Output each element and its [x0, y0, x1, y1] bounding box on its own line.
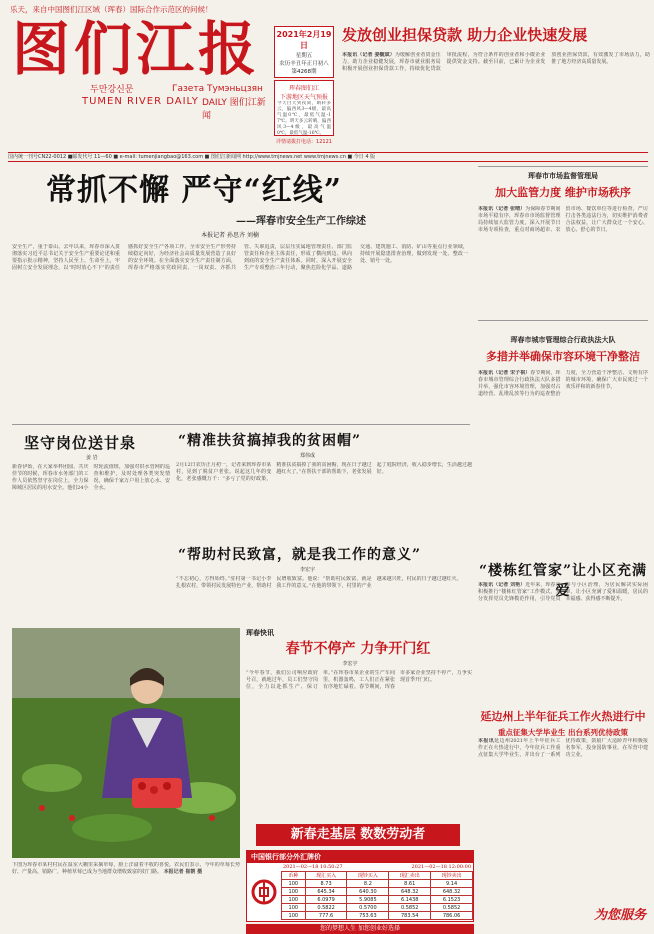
top-right-headline: 发放创业担保贷款 助力企业快速发展	[342, 26, 588, 44]
boc-dates	[281, 863, 473, 871]
story-b-headline: “精准扶贫搞掉我的贫困帽”	[178, 433, 362, 449]
boc-col-header: 现钞卖出	[431, 872, 473, 880]
info-bar	[8, 152, 648, 162]
weather-subtitle: 下游地区天气预报	[279, 94, 328, 101]
weather-tips: 详情请拨打电话：12121	[276, 139, 332, 145]
masthead-title: 图们江报	[12, 15, 261, 83]
boc-table-cell: 0.5822	[305, 904, 347, 912]
urban-byline: 本报讯（记者 宋子祺）	[478, 370, 531, 376]
boc-table-cell: 648.32	[389, 888, 431, 896]
weather-title: 珲春图们江	[288, 85, 319, 92]
urban-section-title: 珲春市城市管理综合行政执法大队	[510, 335, 616, 344]
photo-credit: 本报记者 崔朝 摄	[163, 869, 203, 875]
ad-banner: 您的梦想人生 加您创业好选择	[246, 924, 474, 934]
lead-subhead: ——珲春市安全生产工作综述	[236, 216, 366, 227]
top-right-body	[342, 52, 650, 148]
date-box	[274, 26, 334, 78]
urban-text: 春节期间，珲春市城市管理综合行政执法大队多措并举，强化市容环境管理，加强对占道经营、乱堆乱放等行为的巡查整治力度，全力营造干净整洁、文明有序的城市环境，确保广大市民度过一个欢乐祥和的新春佳节。	[478, 370, 648, 397]
top-slogan: 乐天，来自中国图们江区域（珲春）国际合作示范区的问候！	[10, 5, 213, 14]
photo-caption-text: 下图为珲春市某村村民在温室大棚里采摘草莓，脸上洋溢着丰收的喜悦。农民们表示，今年的草莓长势好、产量高、销路广，种植草莓已成为当地群众增收致富的好门路。	[12, 862, 240, 875]
masthead-sub: DAILY 图们江新闻	[202, 98, 266, 121]
story-a-byline: 姜 岩	[86, 455, 98, 461]
boc-table-cell: 6.1523	[431, 896, 473, 904]
weather-text: 今天白天到夜间，晴转多云，偏西风3—4级，最高气温0℃，最低气温-17℃。明天多云转晴，偏西风3—4级，最高气温0℃，最低气温-16℃。	[277, 101, 331, 135]
boc-table-cell: 100	[282, 904, 306, 912]
story-d-header	[246, 628, 470, 656]
weekday: 星期五	[295, 53, 313, 59]
boc-table-cell: 0.5700	[347, 904, 389, 912]
lead-body: 安全生产，重于泰山。去年以来，珲春市深入贯彻落实习近平总书记关于安全生产重要论述和重要指示批示精神，坚持人民至上、生命至上，牢固树立安全发展理念，以“时时放心不下”的责任感抓好安全生产各项工作，全市安全生产形势持续稳定向好，为经济社会高质量发展营造了良好的安全环境。在全面落实安全生产责任制方面，珲春市严格落实党政同责、一岗双责、齐抓共管、失职追责，层层压实属地管理责任、部门监管责任和企业主体责任，形成了横向到边、纵向到底的安全生产责任体系。同时，深入开展安全生产专项整治三年行动，聚焦危险化学品、道路交通、建筑施工、消防、矿山等重点行业领域，持续开展隐患排查治理，做到发现一处、整改一处、销号一处。	[12, 244, 468, 271]
story-b-body: 2月12日农历正月初一，记者来到珲春市某村，见到了脱贫户老张。说起这几年的变化，老张感慨万千：“多亏了党的好政策，精准扶贫搞掉了我的贫困帽，现在日子越过越红火了。”在帮扶干部的帮助下，老张发展起了庭院经济，收入稳步增长，生活越过越好。	[176, 462, 472, 482]
boc-table-cell: 5.9085	[347, 896, 389, 904]
boc-rates-header	[247, 851, 473, 863]
story-e-body	[478, 582, 648, 700]
boc-table-cell: 0.5852	[389, 904, 431, 912]
boc-table-row	[282, 904, 473, 912]
urban-headline: 多措并举确保市容环境干净整洁	[486, 350, 640, 363]
issue-number: 第4268期	[291, 69, 317, 75]
boc-table-cell: 645.34	[305, 888, 347, 896]
boc-table-cell: 786.06	[431, 912, 473, 920]
boc-col-header: 现汇买入	[305, 872, 347, 880]
ad-brand: 为您服务	[593, 908, 646, 923]
story-e-byline: 本报讯（记者 刘艳）	[478, 582, 526, 588]
boc-logo-icon	[251, 879, 277, 905]
masthead-english: TUMEN RIVER DAILY	[82, 96, 199, 107]
boc-table-cell: 100	[282, 888, 306, 896]
market-byline: 本报讯（记者 张晴）	[478, 206, 526, 212]
story-f-subhead: 重点征集大学毕业生 出台系列优待政策	[497, 728, 629, 737]
masthead-korean: 두만강신문	[90, 85, 134, 95]
boc-title: 中国银行部分外汇牌价	[251, 852, 321, 861]
story-d-headline: 春节不停产 力争开门红	[285, 641, 431, 657]
boc-rates-table	[281, 871, 473, 920]
photo-caption	[12, 862, 240, 892]
strawberry-photo	[12, 628, 240, 858]
boc-date-1: 2021—02—18 10:50:27	[283, 864, 343, 870]
boc-col-header: 现钞买入	[347, 872, 389, 880]
boc-table-row	[282, 888, 473, 896]
lead-byline: 本报记者 孙思齐 刘楠	[201, 232, 259, 239]
boc-table-cell: 6.0979	[305, 896, 347, 904]
divider	[12, 424, 470, 425]
boc-col-header: 现汇卖出	[389, 872, 431, 880]
boc-table-cell: 8.73	[305, 880, 347, 888]
story-a-headline: 坚守岗位送甘泉	[24, 434, 137, 452]
boc-table-header	[282, 872, 473, 880]
market-section	[478, 166, 648, 318]
story-f-byline: 本报讯	[478, 738, 495, 744]
info-bar-text: 国内统一刊号CN22-0012 ■邮发代号 11—60 ■ e-mail: tumenjiangbao@163.com ■ 图们江新闻网 http://www.tmjnews.net www.tmjnews.cn ■ 今日 4 版	[8, 154, 376, 160]
boc-table-cell: 648.32	[431, 888, 473, 896]
boc-col-header: 币种	[282, 872, 306, 880]
story-d-byline: 李宏宇	[342, 661, 358, 667]
boc-table-row	[282, 912, 473, 920]
boc-logo	[247, 863, 281, 921]
story-f-body	[478, 738, 648, 888]
lunar-date: 农历辛丑年正月初八	[279, 61, 329, 67]
boc-table-cell: 777.6	[305, 912, 347, 920]
boc-table-cell: 783.54	[389, 912, 431, 920]
story-b-byline: 郑伟成	[300, 453, 316, 459]
story-f-text: 延边州2021年上半年征兵工作正在火热进行中，今年征兵工作重点征集大学毕业生，并出台了一系列优待政策，鼓励广大适龄青年积极报名参军，投身国防事业，在军营中建功立业。	[478, 738, 648, 758]
story-f-header	[478, 708, 648, 738]
market-section-title: 珲春市市场监督管理局	[528, 171, 598, 180]
story-d-section: 珲春快讯	[246, 628, 274, 637]
weather-box	[274, 80, 334, 136]
boc-table-body	[282, 880, 473, 920]
boc-table-cell: 640.30	[347, 888, 389, 896]
top-right-byline: 本报讯（记者 姜毓斌）	[342, 52, 395, 58]
boc-table-cell: 100	[282, 912, 306, 920]
boc-table-cell: 0.5852	[431, 904, 473, 912]
story-e-text: 近年来，珲春市积极推行“楼栋红管家”工作模式，充分发挥党员先锋模范作用，引导党员参与小区治理，为居民解决实际困难，让小区充满了爱和温暖，居民的幸福感、获得感不断提升。	[478, 582, 648, 602]
story-c-headline: “帮助村民致富，就是我工作的意义”	[178, 547, 422, 563]
masthead-russian: Газета Тумэньцзян	[172, 84, 263, 94]
masthead	[12, 14, 272, 121]
date-line: 2021年2月19日	[276, 30, 332, 50]
urban-section	[478, 320, 648, 500]
boc-table-cell: 100	[282, 880, 306, 888]
boc-table-row	[282, 896, 473, 904]
boc-table-cell: 753.63	[347, 912, 389, 920]
boc-date-2: 2021—02—18 12:00:00	[411, 864, 471, 870]
story-c-body: “不忘初心，方得始终。”驻村第一书记小李扎根农村，带领村民发展特色产业，帮助村民增收致富。他说：“帮助村民致富，就是我工作的意义。”在他的带领下，村里的产业越来越兴旺，村民的日子越过越红火。	[176, 576, 462, 589]
story-c-byline: 李宏宇	[300, 567, 316, 573]
lead-headline: 常抓不懈 严守“红线”	[46, 173, 342, 208]
boc-table-cell: 9.14	[431, 880, 473, 888]
boc-table-cell: 100	[282, 896, 306, 904]
photo-illustration	[12, 628, 240, 858]
story-a-body: 新春伊始，在大家举杯团圆、共庆佳节的时候，珲春市水务部门的工作人员依然坚守在岗位上，全力保障城区居民的用水安全。他们24小时轮流值班，加强对供水管网的巡查和维护，及时处理各类突发情况，确保千家万户用上放心水、安全水。	[12, 464, 170, 491]
market-headline: 加大监管力度 维护市场秩序	[495, 186, 631, 199]
story-f-headline: 延边州上半年征兵工作火热进行中	[480, 710, 646, 723]
boc-table-row	[282, 880, 473, 888]
story-d-body: “今年春节，我们公司响应政府号召，就地过年，员工们坚守岗位，全力以赴抓生产、保订单。”在珲春市某企业的生产车间里，机器轰鸣，工人们正在紧张有序地忙碌着。春节期间，珲春市多家企业坚持不停产，力争实现首季开门红。	[246, 670, 472, 690]
boc-table-cell: 8.2	[347, 880, 389, 888]
boc-table-cell: 6.1438	[389, 896, 431, 904]
spring-banner: 新春走基层 数数劳动者	[256, 824, 460, 846]
market-text: 为保障春节期间市场平稳有序，珲春市市场监督管理局持续加大监管力度，深入开展节日市场专项检查，重点对商场超市、农贸市场、餐饮单位等进行检查，严厉打击各类违法行为，切实维护消费者合法权益，让广大群众过一个安心、放心、舒心的节日。	[478, 206, 648, 233]
top-right-text: 为缓解创业者资金压力，助力企业稳健发展，珲春市就业服务局积极开展创业担保贷款工作，持续优化贷款审批流程，为符合条件的创业者和小微企业提供资金支持。截至目前，已累计为企业发放创业担保贷款，有效激发了市场活力，助推了地方经济高质量发展。	[342, 52, 650, 72]
story-e-headline: “楼栋红管家”让小区充满爱	[478, 563, 648, 599]
boc-rates-box	[246, 850, 474, 922]
boc-table-cell: 8.61	[389, 880, 431, 888]
